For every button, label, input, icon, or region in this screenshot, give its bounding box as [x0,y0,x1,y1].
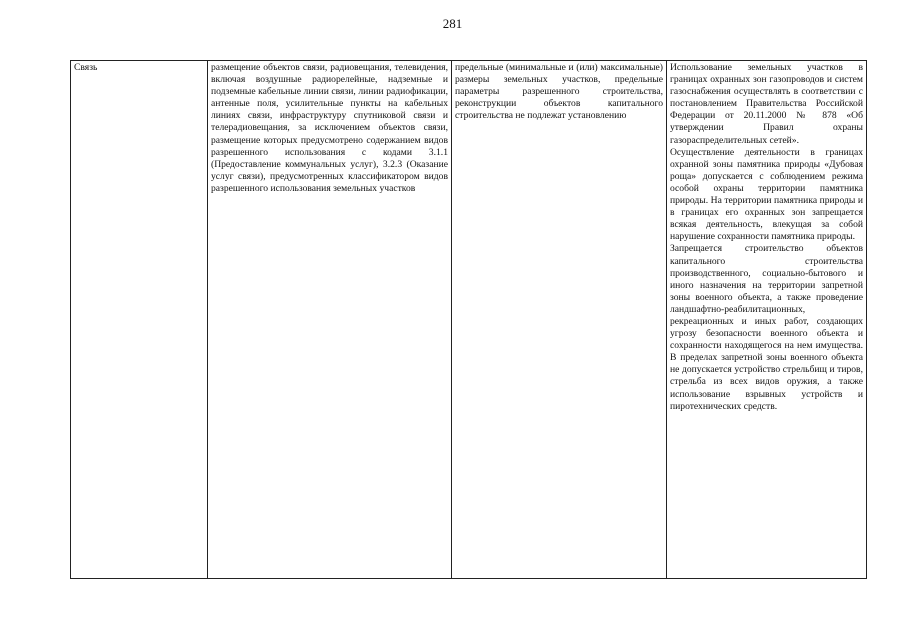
parameters-cell: предельные (минимальные и (или) максимальные) размеры земельных участков, предельные параметры разрешенного строительства, реконструкции объектов капитального строительства не подлежат установлению [452,61,667,579]
restriction-paragraph-nature-monument: Осуществление деятельности в границах охранной зоны памятника природы «Дубовая роща» допускается с соблюдением режима особой охраны территории памятника природы. На территории памятника природы и в границах его охранных зон запрещается всякая деятельность, влекущая за собой нарушение сохранности памятника природы. [670,146,863,243]
land-use-description-cell: размещение объектов связи, радиовещания, телевидения, включая воздушные радиорелейные, надземные и подземные кабельные линии связи, линии радиофикации, антенные поля, усилительные пункты на кабельных линиях связи, инфраструктуру спутниковой связи и телерадиовещания, за исключением объектов связи, размещение которых предусмотрено содержанием видов разрешенного использования с кодами 3.1.1 (Предоставление коммунальных услуг), 3.2.3 (Оказание услуг связи), предусмотренных классификатором видов разрешенного использования земельных участков [208,61,452,579]
page-number: 281 [442,16,463,31]
restriction-paragraph-military-zone: Запрещается строительство объектов капитального строительства производственного, социально-бытового и иного назначения на территории запретной зоны военного объекта, а также проведение ландшафтно-реабилитационных, рекреационных и иных работ, создающих угрозу безопасности военного объекта и сохранности находящегося на нем имущества. В пределах запретной зоны военного объекта не допускается устройство стрельбищ и тиров, стрельба из всех видов оружия, а также использование взрывных устройств и пиротехнических средств. [670,243,863,412]
restrictions-cell [667,61,867,579]
restriction-paragraph-gas: Использование земельных участков в границах охранных зон газопроводов и систем газоснабжения осуществлять в соответствии с постановлением Правительства Российской Федерации от 20.11.2000 № 878 «Об утверждении Правил охраны газораспределительных сетей». [670,62,863,146]
table-row [71,61,867,579]
land-use-type-cell: Связь [71,61,208,579]
land-use-table [70,60,867,579]
